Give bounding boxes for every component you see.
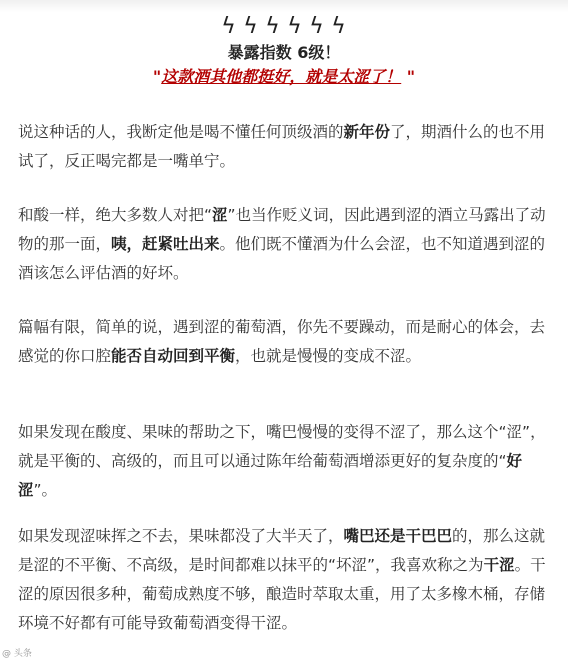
- body-text: 和酸一样，绝大多数人对把“: [18, 206, 213, 224]
- paragraph: [18, 522, 554, 638]
- paragraph: [18, 418, 554, 505]
- lightning-icon: ϟ: [221, 14, 237, 39]
- lightning-icon: ϟ: [287, 14, 303, 39]
- emphasis-text: 嘴巴还是干巴巴: [343, 527, 453, 545]
- emphasis-text: 好涩: [18, 452, 523, 499]
- quote-subtitle: [0, 66, 568, 88]
- body-text: 篇幅有限，简单的说，遇到涩的葡萄酒，你先不要躁动，而是耐心的体会，去感觉的你口腔: [18, 318, 546, 365]
- lightning-icon: ϟ: [243, 14, 259, 39]
- body-text: 。干涩的原因很多种，葡萄成熟度不够，酿造时萃取太重，用了太多橡木桶，存储环境不好都有可能导致葡萄酒变得干涩。: [18, 556, 546, 632]
- lightning-icon: ϟ: [265, 14, 281, 39]
- emphasis-text: 咦，赶紧吐出来: [111, 235, 220, 253]
- body-text: 。他们既不懂酒为什么会涩，也不知道遇到涩的酒该怎么评估酒的好坏。: [18, 235, 546, 282]
- emphasis-text: 干涩: [483, 556, 515, 574]
- top-fade-divider: [0, 0, 568, 12]
- body-text: 如果发现涩味挥之不去，果味都没了大半天了，: [18, 527, 344, 545]
- body-text: ，也就是慢慢的变成不涩。: [235, 347, 422, 365]
- quote-close: ": [401, 67, 416, 86]
- quote-text: 这款酒其他都挺好，就是太涩了！: [161, 67, 402, 86]
- lightning-icon: ϟ: [309, 14, 325, 39]
- body-text: 如果发现在酸度、果味的帮助之下，嘴巴慢慢的变得不涩了，那么这个“涩”，就是平衡的、高级的，而且可以通过陈年给葡萄酒增添更好的复杂度的“: [18, 423, 546, 470]
- quote-open: ": [152, 67, 162, 86]
- paragraph: [18, 313, 554, 371]
- body-text: 了，期酒什么的也不用试了，反正喝完都是一嘴单宁。: [18, 123, 546, 170]
- paragraph: [18, 201, 554, 288]
- watermark: @ 头条: [2, 649, 32, 659]
- emphasis-text: 新年份: [343, 123, 391, 141]
- emphasis-text: 能否自动回到平衡: [111, 347, 236, 365]
- exposure-index-title: 暴露指数 6级！: [227, 43, 341, 62]
- lightning-icon: ϟ: [331, 14, 347, 39]
- lightning-icon-row: [0, 14, 568, 40]
- paragraph: [18, 118, 554, 176]
- emphasis-text: 涩: [212, 206, 228, 224]
- body-text: 说这种话的人，我断定他是喝不懂任何顶级酒的: [18, 123, 344, 141]
- body-text: ”。: [33, 481, 58, 499]
- body-text: 的，那么这就是涩的不平衡、不高级，是时间都难以抹平的“坏涩”，我喜欢称之为: [18, 527, 546, 574]
- body-text: ”也当作贬义词，因此遇到涩的酒立马露出了动物的那一面，: [18, 206, 546, 253]
